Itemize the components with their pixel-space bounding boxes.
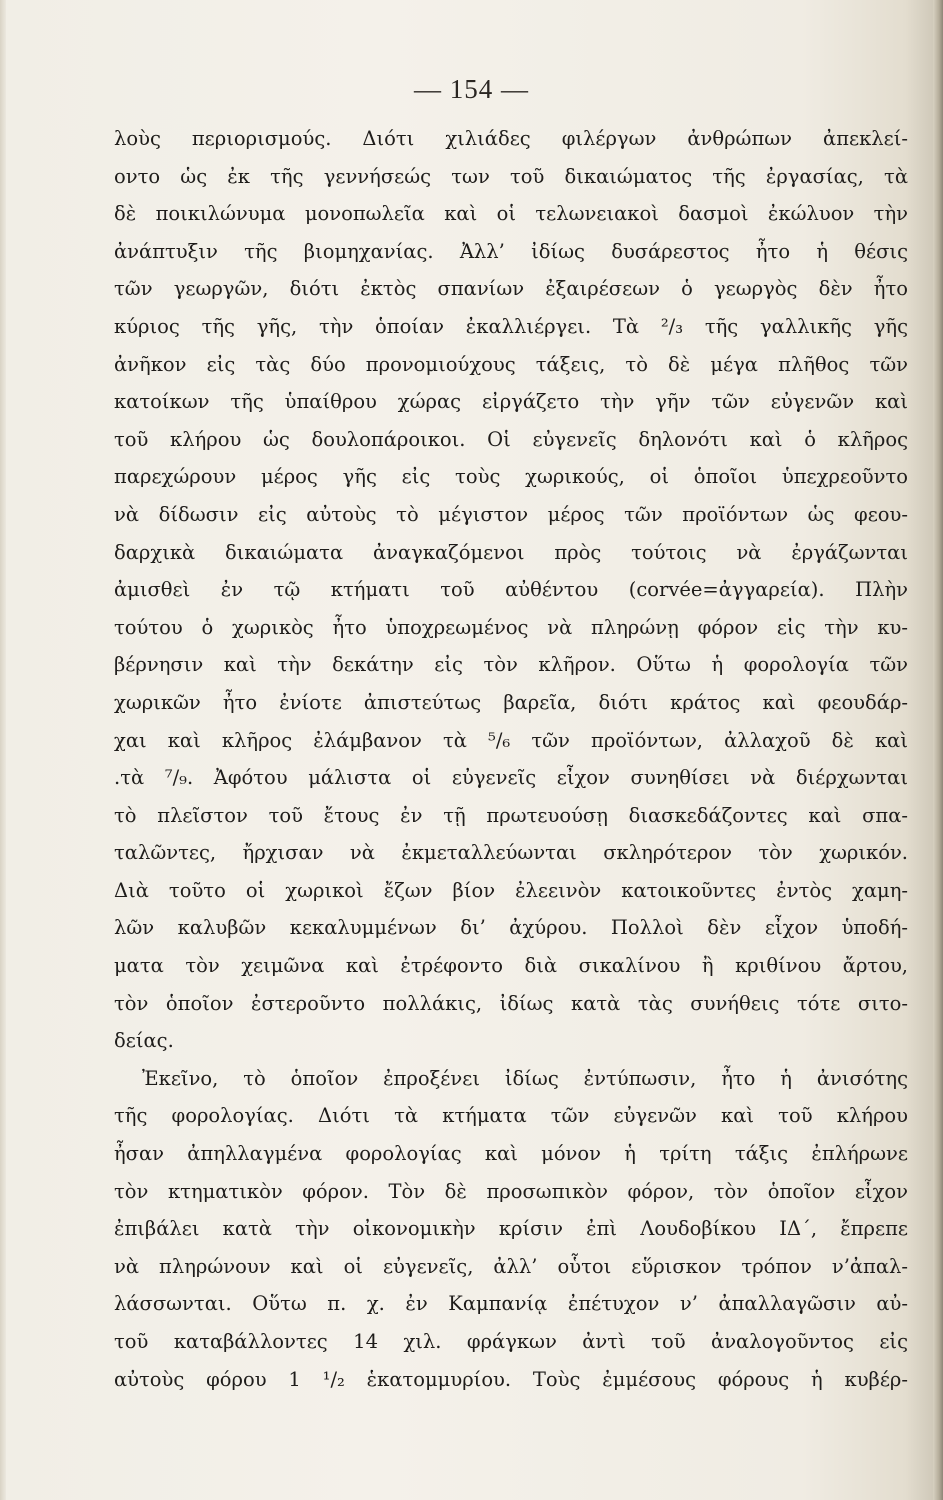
- text-line: νὰ δίδωσιν εἰς αὐτοὺς τὸ μέγιστον μέρος τῶν προϊόντων ὡς φεου-: [114, 502, 908, 526]
- text-line: τὸ πλεῖστον τοῦ ἔτους ἐν τῇ πρωτευούσῃ διασκεδάζοντες καὶ σπα-: [114, 803, 908, 827]
- text-line: ταλῶντες, ἤρχισαν νὰ ἐκμεταλλεύωνται σκληρότερον τὸν χωρικόν.: [114, 841, 908, 865]
- text-line: τὸν ὁποῖον ἐστεροῦντο πολλάκις, ἰδίως κατὰ τὰς συνήθεις τότε σιτο-: [114, 991, 908, 1015]
- text-line: ἀνάπτυξιν τῆς βιομηχανίας. Ἀλλ’ ἰδίως δυσάρεστος ἦτο ἡ θέσις: [114, 239, 908, 263]
- text-line: ματα τὸν χειμῶνα καὶ ἐτρέφοντο διὰ σικαλίνου ἢ κριθίνου ἄρτου,: [114, 954, 908, 978]
- text-line: τῆς φορολογίας. Διότι τὰ κτήματα τῶν εὐγενῶν καὶ τοῦ κλήρου: [114, 1104, 908, 1128]
- page-right-edge: [933, 0, 943, 1500]
- text-line: τὸν κτηματικὸν φόρον. Τὸν δὲ προσωπικὸν φόρον, τὸν ὁποῖον εἶχον: [114, 1179, 908, 1203]
- text-line: βέρνησιν καὶ τὴν δεκάτην εἰς τὸν κλῆρον. Οὕτω ἡ φορολογία τῶν: [114, 653, 908, 677]
- text-line: κατοίκων τῆς ὑπαίθρου χώρας εἰργάζετο τὴν γῆν τῶν εὐγενῶν καὶ: [114, 390, 908, 414]
- page-number: — 154 —: [414, 74, 529, 104]
- text-line: λάσσωνται. Οὕτω π. χ. ἐν Καμπανίᾳ ἐπέτυχον ν’ ἀπαλλαγῶσιν αὐ-: [114, 1292, 908, 1316]
- text-line: κύριος τῆς γῆς, τὴν ὁποίαν ἐκαλλιέργει. Τὰ ²/₃ τῆς γαλλικῆς γῆς: [114, 314, 908, 338]
- text-line: τοῦ καταβάλλοντες 14 χιλ. φράγκων ἀντὶ τοῦ ἀναλογοῦντος εἰς: [114, 1330, 908, 1353]
- text-line: οντο ὡς ἐκ τῆς γεννήσεώς των τοῦ δικαιώματος τῆς ἐργασίας, τὰ: [114, 164, 908, 188]
- text-line: ἀνῆκον εἰς τὰς δύο προνομιούχους τάξεις, τὸ δὲ μέγα πλῆθος τῶν: [114, 352, 908, 376]
- text-line: αὐτοὺς φόρου 1 ¹/₂ ἑκατομμυρίου. Τοὺς ἐμμέσους φόρους ἡ κυβέρ-: [114, 1367, 908, 1391]
- text-line: παρεχώρουν μέρος γῆς εἰς τοὺς χωρικούς, οἱ ὁποῖοι ὑπεχρεοῦντο: [114, 465, 908, 489]
- page-left-edge: [0, 0, 6, 1500]
- body-text: [114, 120, 908, 1398]
- text-line: τούτου ὁ χωρικὸς ἦτο ὑποχρεωμένος νὰ πληρώνῃ φόρον εἰς τὴν κυ-: [114, 615, 908, 639]
- text-line: ἀμισθεὶ ἐν τῷ κτήματι τοῦ αὐθέντου (corvée=ἀγγαρεία). Πλὴν: [114, 578, 908, 602]
- text-line: λοὺς περιορισμούς. Διότι χιλιάδες φιλέργων ἀνθρώπων ἀπεκλεί-: [114, 127, 908, 150]
- text-line: χωρικῶν ἦτο ἐνίοτε ἀπιστεύτως βαρεῖα, διότι κράτος καὶ φεουδάρ-: [114, 690, 908, 714]
- text-line: λῶν καλυβῶν κεκαλυμμένων δι’ ἀχύρου. Πολλοὶ δὲν εἶχον ὑποδή-: [114, 916, 908, 940]
- text-line: τῶν γεωργῶν, διότι ἐκτὸς σπανίων ἐξαιρέσεων ὁ γεωργὸς δὲν ἦτο: [114, 277, 908, 301]
- text-line: δὲ ποικιλώνυμα μονοπωλεῖα καὶ οἱ τελωνειακοὶ δασμοὶ ἐκώλυον τὴν: [114, 202, 908, 226]
- text-line: ἐπιβάλει κατὰ τὴν οἰκονομικὴν κρίσιν ἐπὶ Λουδοβίκου ΙΔ΄, ἔπρεπε: [114, 1217, 908, 1241]
- text-line: Διὰ τοῦτο οἱ χωρικοὶ ἔζων βίον ἐλεεινὸν κατοικοῦντες ἐντὸς χαμη-: [114, 878, 908, 902]
- paragraph-start-line: Ἐκεῖνο, τὸ ὁποῖον ἐπροξένει ἰδίως ἐντύπωσιν, ἦτο ἡ ἀνισότης: [142, 1066, 908, 1090]
- text-line: δαρχικὰ δικαιώματα ἀναγκαζόμενοι πρὸς τούτοις νὰ ἐργάζωνται: [114, 540, 908, 564]
- text-line: νὰ πληρώνουν καὶ οἱ εὐγενεῖς, ἀλλ’ οὗτοι εὕρισκον τρόπον ν’ἀπαλ-: [114, 1254, 908, 1278]
- text-line: χαι καὶ κλῆρος ἐλάμβανον τὰ ⁵/₆ τῶν προϊόντων, ἀλλαχοῦ δὲ καὶ: [114, 728, 908, 752]
- text-line: τοῦ κλήρου ὡς δουλοπάροικοι. Οἱ εὐγενεῖς δηλονότι καὶ ὁ κλῆρος: [114, 427, 908, 451]
- paragraph-end-line: δείας.: [114, 1029, 174, 1053]
- text-line: ἦσαν ἀπηλλαγμένα φορολογίας καὶ μόνον ἡ τρίτη τάξις ἐπλήρωνε: [114, 1142, 908, 1166]
- text-line: .τὰ ⁷/₉. Ἀφότου μάλιστα οἱ εὐγενεῖς εἶχον συνηθίσει νὰ διέρχωνται: [114, 766, 908, 790]
